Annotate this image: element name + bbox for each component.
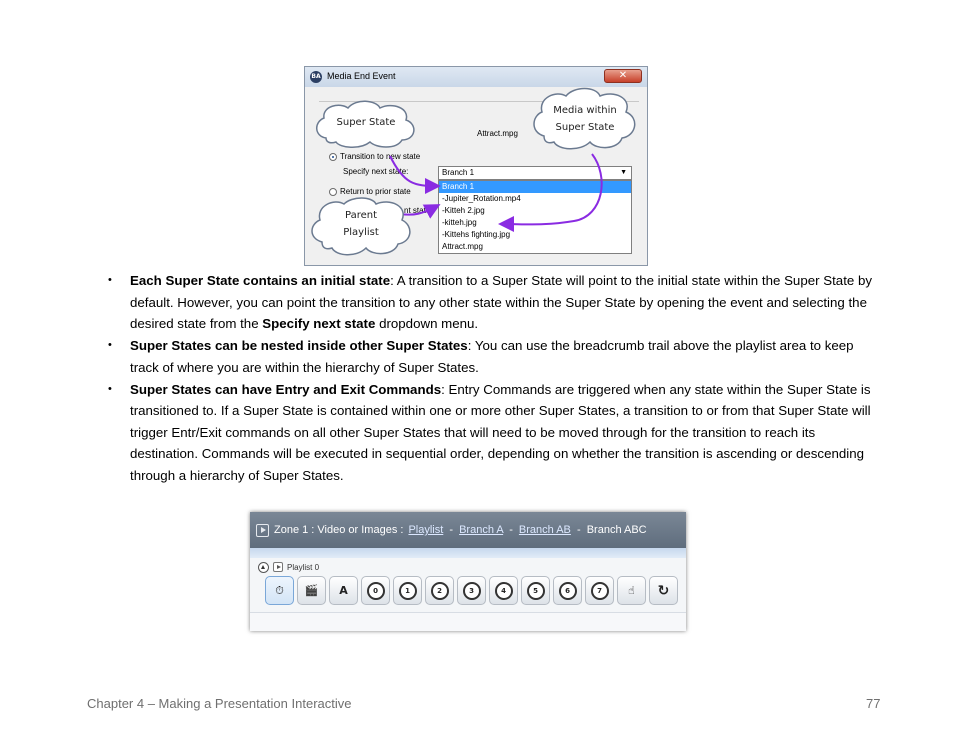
timer-icon: ⏱ <box>275 583 284 597</box>
parent-state-label-fragment: nt state <box>404 206 431 215</box>
next-state-dropdown-list <box>438 180 632 254</box>
video-button[interactable] <box>297 576 326 605</box>
event-5-button[interactable] <box>521 576 550 605</box>
close-icon[interactable]: ✕ <box>604 69 642 83</box>
bullet-heading: Super States can be nested inside other Super States <box>130 338 468 353</box>
bullet-text: : You can use the breadcrumb trail above the playlist area to keep track of where you are within the hierarchy of Super States. <box>130 338 854 375</box>
play-icon[interactable] <box>273 562 283 572</box>
bullet-text: : A transition to a Super State will point to the initial state within the Super State by default. However, you can point the transition to any other state within the Super State by opening the event and selecting the desired state from the <box>130 273 873 331</box>
breadcrumb-branch-a[interactable]: Branch A <box>459 524 504 536</box>
event-2-icon: 2 <box>431 582 449 600</box>
callout-parent-playlist <box>308 196 414 258</box>
dropdown-option[interactable]: Branch 1 <box>439 181 631 193</box>
radio-selected-icon[interactable] <box>329 153 337 161</box>
callout-media-line1: Media within <box>553 105 617 116</box>
dialog-title: Media End Event <box>327 71 396 81</box>
event-7-button[interactable] <box>585 576 614 605</box>
breadcrumb <box>408 524 646 536</box>
collapse-icon[interactable] <box>258 562 269 573</box>
event-6-button[interactable] <box>553 576 582 605</box>
callout-media-within-super-state <box>530 86 640 152</box>
event-4-button[interactable] <box>489 576 518 605</box>
footer-chapter: Chapter 4 – Making a Presentation Interactive <box>87 696 352 711</box>
callout-parent-line1: Parent <box>344 210 377 221</box>
breadcrumb-separator: - <box>449 524 454 536</box>
bullet-icon: • <box>108 339 112 351</box>
return-prior-state-option[interactable] <box>329 187 411 196</box>
bullet-heading: Super States can have Entry and Exit Commands <box>130 381 442 397</box>
attract-media-label: Attract.mpg <box>477 129 518 138</box>
zone-label: Zone 1 : Video or Images : <box>274 524 404 536</box>
bullet-entry-exit-commands <box>108 379 878 487</box>
playlist-area <box>250 612 686 631</box>
bullet-initial-state <box>108 270 878 335</box>
dialog-titlebar <box>305 67 647 87</box>
bullet-icon: • <box>108 382 112 395</box>
play-icon[interactable] <box>256 524 269 537</box>
refresh-icon: ↻ <box>657 582 670 599</box>
transition-new-state-label: Transition to new state <box>340 152 421 161</box>
bullet-nested-super-states <box>108 335 878 378</box>
callout-super-state <box>312 98 420 150</box>
next-state-select[interactable] <box>438 166 632 180</box>
event-3-icon: 3 <box>463 582 481 600</box>
event-1-icon: 1 <box>399 582 417 600</box>
next-state-value: Branch 1 <box>442 168 475 177</box>
super-state-bullet-list <box>108 270 878 486</box>
page-number: 77 <box>866 696 881 711</box>
breadcrumb-current: Branch ABC <box>586 524 647 536</box>
dropdown-option[interactable]: -Kittehs fighting.jpg <box>442 230 511 239</box>
transition-new-state-option[interactable] <box>329 152 420 161</box>
media-app-icon: BA <box>310 71 322 83</box>
return-prior-state-label: Return to prior state <box>340 187 411 196</box>
audio-text-icon: A <box>339 584 348 597</box>
radio-unselected-icon[interactable] <box>329 188 337 196</box>
event-0-icon: 0 <box>367 582 385 600</box>
event-0-button[interactable] <box>361 576 390 605</box>
playlist-label: Playlist 0 <box>287 562 320 572</box>
refresh-button[interactable] <box>649 576 678 605</box>
event-3-button[interactable] <box>457 576 486 605</box>
event-4-icon: 4 <box>495 582 513 600</box>
bullet-icon: • <box>108 274 112 286</box>
audio-text-button[interactable] <box>329 576 358 605</box>
bullet-text: dropdown menu. <box>375 316 479 331</box>
media-tool-row <box>265 576 678 605</box>
event-6-icon: 6 <box>559 582 577 600</box>
video-clip-icon: 🎬 <box>304 584 319 597</box>
breadcrumb-playlist[interactable]: Playlist <box>408 524 444 536</box>
dropdown-option[interactable]: -Jupiter_Rotation.mp4 <box>442 194 521 203</box>
callout-parent-line2: Playlist <box>343 227 379 238</box>
timer-button[interactable] <box>265 576 294 605</box>
bullet-text: : Entry Commands are triggered when any state within the Super State is transitioned to. If a Super State is contained within one or more other Super States, a transition to or from that Super State will trigger Entr/Exit commands on all other Super States that will need to be moved through for the transition to reach its destination. Commands will be executed in sequential order, depending on whether the transition is ascending or descending through a hierarchy of Super States. <box>130 381 871 483</box>
zone-breadcrumb-bar <box>250 512 686 548</box>
touch-button[interactable] <box>617 576 646 605</box>
header-divider <box>250 548 686 558</box>
dropdown-arrow-icon[interactable]: ▼ <box>620 169 627 176</box>
specify-next-state-label: Specify next state: <box>343 167 409 176</box>
playlist-toolbar-screenshot <box>250 512 686 631</box>
event-2-button[interactable] <box>425 576 454 605</box>
bullet-emphasis: Specify next state <box>262 316 376 331</box>
dropdown-option[interactable]: -kitteh.jpg <box>442 218 477 227</box>
event-7-icon: 7 <box>591 582 609 600</box>
event-1-button[interactable] <box>393 576 422 605</box>
playlist-header <box>258 560 319 574</box>
event-5-icon: 5 <box>527 582 545 600</box>
bullet-heading: Each Super State contains an initial state <box>130 273 391 288</box>
breadcrumb-branch-ab[interactable]: Branch AB <box>518 524 571 536</box>
touch-hand-icon: ☝ <box>628 584 635 597</box>
breadcrumb-separator: - <box>576 524 581 536</box>
callout-media-line2: Super State <box>555 122 615 133</box>
breadcrumb-separator: - <box>509 524 513 536</box>
dropdown-option[interactable]: -Kitteh 2.jpg <box>442 206 485 215</box>
dropdown-option[interactable]: Attract.mpg <box>442 242 483 251</box>
callout-super-state-text: Super State <box>336 117 396 128</box>
